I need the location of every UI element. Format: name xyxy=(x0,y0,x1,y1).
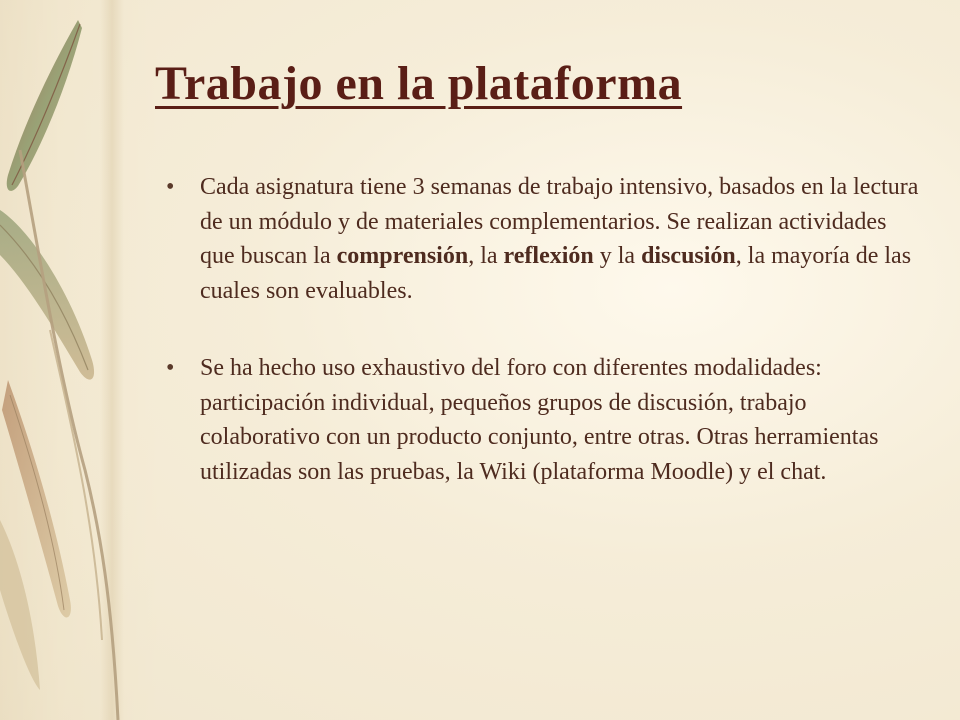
bullet-text-segment: Cada asignatura tiene 3 semanas de trabajo intensivo, basados en la lectura de un módulo y de materiales complementarios. Se realizan actividades que buscan la xyxy=(200,174,919,269)
bullet-text-segment: Se ha hecho uso exhaustivo del foro con diferentes modalidades: participación individual, pequeños grupos de discusión, trabajo colaborativo con un producto conjunto, entre otras. Otras herramientas utilizadas son las pruebas, la Wiki (plataforma Moodle) y el chat. xyxy=(200,355,879,485)
bullet-icon: • xyxy=(166,174,175,200)
bullet-text-bold: comprensión xyxy=(336,243,469,269)
bullet-icon: • xyxy=(166,355,175,381)
bullet-text-bold: discusión xyxy=(641,243,736,269)
bullet-list xyxy=(160,170,920,489)
slide-title: Trabajo en la plataforma xyxy=(155,57,683,110)
bullet-item xyxy=(160,170,920,308)
bullet-text-segment: , la xyxy=(468,243,504,269)
bullet-text-bold: reflexión xyxy=(503,243,594,269)
bullet-text-segment: , la mayoría de las cuales son evaluables. xyxy=(200,243,912,304)
bullet-text-segment: y la xyxy=(593,243,642,269)
bullet-item xyxy=(160,351,920,489)
